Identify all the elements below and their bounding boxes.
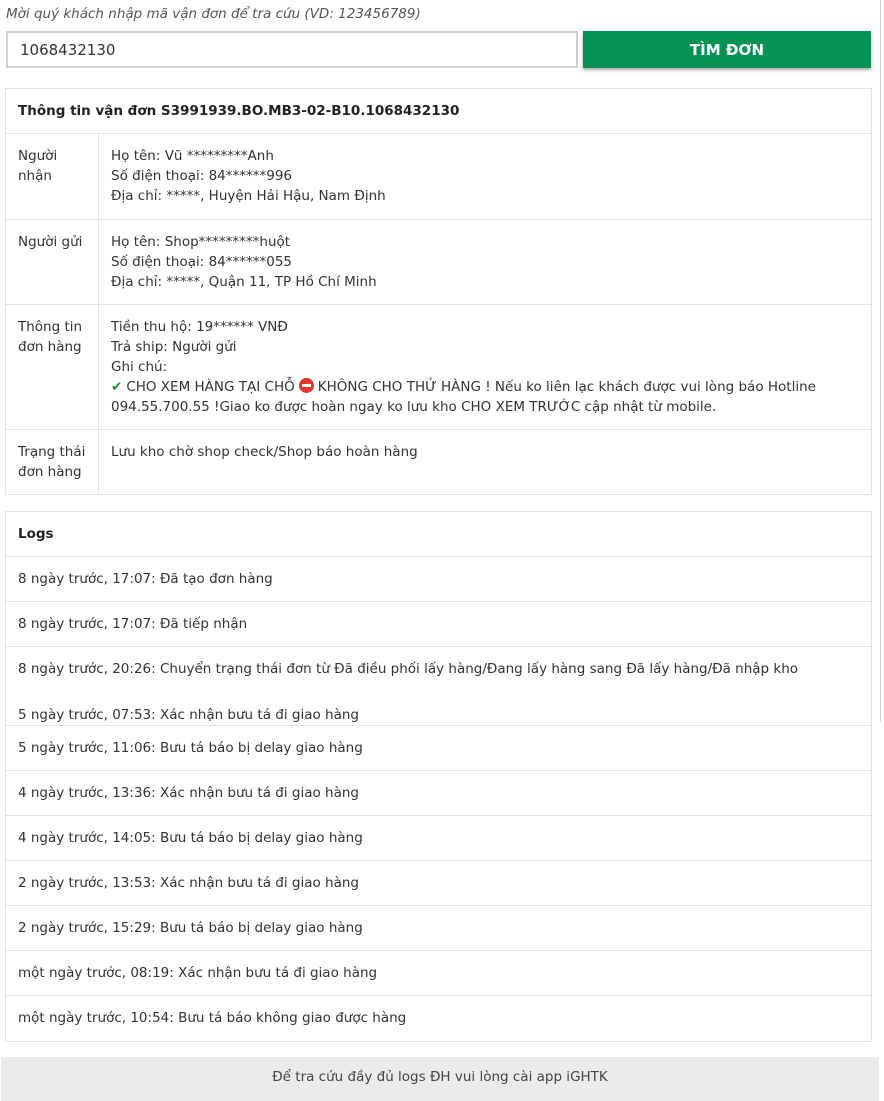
sender-details <box>99 220 871 304</box>
log-item: 2 ngày trước, 15:29: Bưu tá báo bị delay giao hàng <box>6 906 871 951</box>
scrollbar-track[interactable] <box>880 0 881 722</box>
log-item: 8 ngày trước, 17:07: Đã tiếp nhận <box>6 602 871 647</box>
note-part-1: CHO XEM HÀNG TẠI CHỖ <box>126 379 295 395</box>
log-item: 5 ngày trước, 11:06: Bưu tá báo bị delay giao hàng <box>6 726 871 771</box>
receiver-phone: Số điện thoại: 84******996 <box>111 168 293 184</box>
search-order-button[interactable]: TÌM ĐƠN <box>583 31 871 68</box>
cod-amount: Tiền thu hộ: 19****** VNĐ <box>111 319 288 335</box>
search-hint: Mời quý khách nhập mã vận đơn để tra cứu (VD: 123456789) <box>6 6 421 22</box>
logs-title: Logs <box>6 512 871 557</box>
no-entry-icon <box>299 378 314 393</box>
sender-phone: Số điện thoại: 84******055 <box>111 254 293 270</box>
log-item: 4 ngày trước, 13:36: Xác nhận bưu tá đi giao hàng <box>6 771 871 816</box>
note-text <box>111 377 859 417</box>
log-item: một ngày trước, 10:54: Bưu tá báo không giao được hàng <box>18 1010 407 1026</box>
log-item: 4 ngày trước, 14:05: Bưu tá báo bị delay giao hàng <box>6 816 871 861</box>
order-details-row <box>6 305 871 430</box>
note-part-2: KHÔNG CHO THỬ HÀNG ! Nếu ko liên lạc khách được vui lòng báo Hotline 094.55.700.55 !Giao ko được hoàn ngay ko lưu kho CHO XEM TRƯỚC cập nhật từ mobile. <box>111 379 816 415</box>
receiver-label: Người nhận <box>6 134 99 219</box>
status-row <box>6 430 871 494</box>
receiver-address: Địa chỉ: *****, Huyện Hải Hậu, Nam Định <box>111 188 386 204</box>
log-item: 8 ngày trước, 20:26: Chuyển trạng thái đơn từ Đã điều phối lấy hàng/Đang lấy hàng sang Đã lấy hàng/Đã nhập kho <box>18 661 799 677</box>
status-label: Trạng thái đơn hàng <box>6 430 99 494</box>
order-info-title: Thông tin vận đơn S3991939.BO.MB3-02-B10.1068432130 <box>6 89 871 134</box>
order-details <box>99 305 871 429</box>
note-label: Ghi chú: <box>111 359 168 375</box>
order-info-card <box>5 88 872 495</box>
sender-row <box>6 220 871 305</box>
sender-name: Họ tên: Shop*********huột <box>111 234 291 250</box>
ship-payer: Trả ship: Người gửi <box>111 339 237 355</box>
log-item: một ngày trước, 08:19: Xác nhận bưu tá đi giao hàng <box>6 951 871 996</box>
sender-label: Người gửi <box>6 220 99 304</box>
status-value: Lưu kho chờ shop check/Shop báo hoàn hàng <box>111 444 418 460</box>
tracking-number-input[interactable] <box>6 31 578 68</box>
log-item: 5 ngày trước, 07:53: Xác nhận bưu tá đi giao hàng <box>18 707 359 723</box>
receiver-name: Họ tên: Vũ *********Anh <box>111 148 274 164</box>
logs-card <box>5 511 872 694</box>
logs-card-continued <box>5 725 872 1042</box>
sender-address: Địa chỉ: *****, Quận 11, TP Hồ Chí Minh <box>111 274 377 290</box>
receiver-details <box>99 134 871 219</box>
check-mark-icon: ✔ <box>111 379 123 395</box>
log-item: 2 ngày trước, 13:53: Xác nhận bưu tá đi giao hàng <box>6 861 871 906</box>
order-details-label: Thông tin đơn hàng <box>6 305 99 429</box>
receiver-row <box>6 134 871 220</box>
app-install-notice: Để tra cứu đầy đủ logs ĐH vui lòng cài app iGHTK <box>1 1057 879 1101</box>
log-item-cut <box>5 693 872 725</box>
log-item: 8 ngày trước, 17:07: Đã tạo đơn hàng <box>6 557 871 602</box>
